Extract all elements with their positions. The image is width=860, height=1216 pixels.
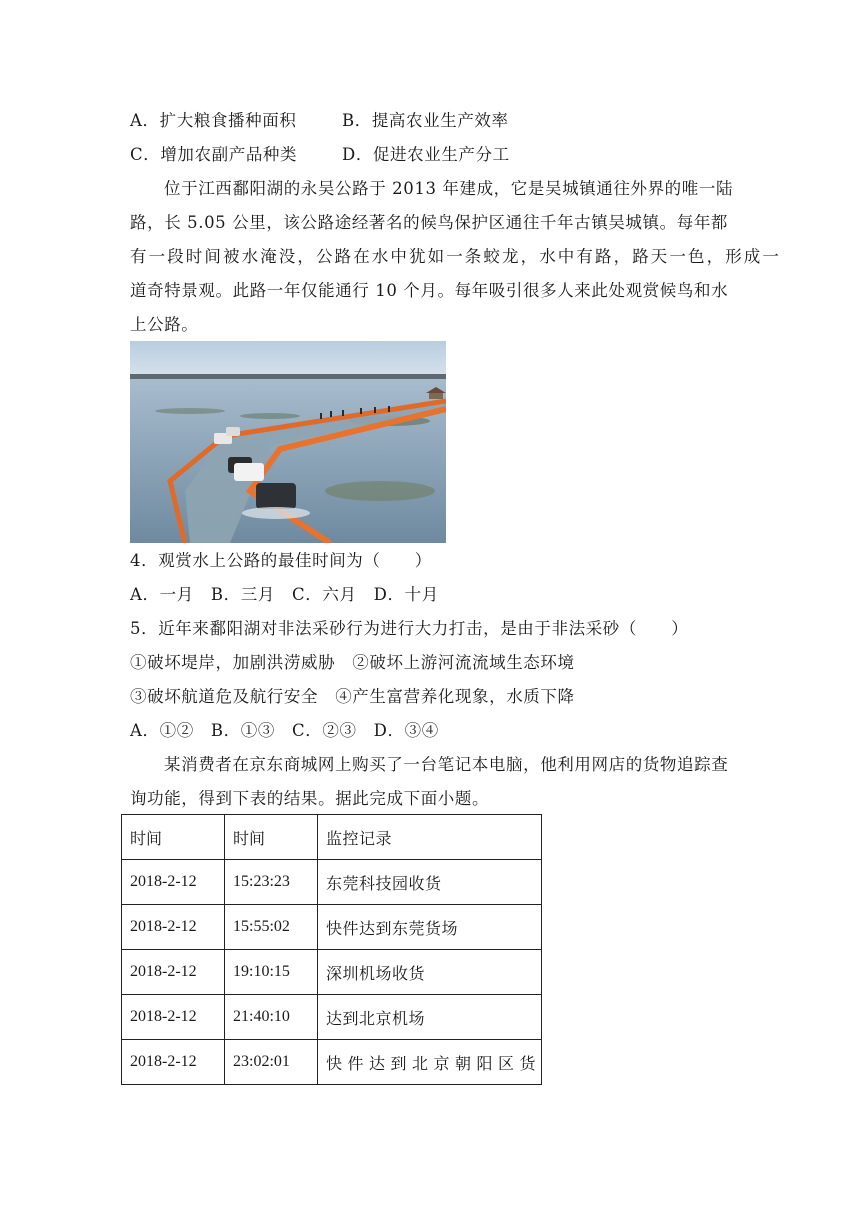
cell-time: 19:10:15 [225, 950, 318, 995]
cell-time: 15:23:23 [225, 860, 318, 905]
q4-options: A．一月 B．三月 C．六月 D．十月 [130, 585, 439, 604]
q3-option-b: B．提高农业生产效率 [342, 111, 509, 130]
cell-record: 快件达到东莞货场 [318, 905, 542, 950]
q4-stem: 4．观赏水上公路的最佳时间为（ ） [130, 551, 432, 570]
cell-record: 东莞科技园收货 [318, 860, 542, 905]
cell-date: 2018-2-12 [122, 1040, 225, 1085]
passage2-line-1: 某消费者在京东商城网上购买了一台笔记本电脑，他利用网店的货物追踪查 [164, 755, 729, 774]
q5-items-2: ③破坏航道危及航行安全 ④产生富营养化现象，水质下降 [130, 687, 575, 706]
cell-date: 2018-2-12 [122, 950, 225, 995]
table-row [122, 860, 542, 905]
table-row [122, 995, 542, 1040]
q3-options-row-2 [130, 144, 510, 166]
table-header-row [122, 815, 542, 860]
table-row [122, 950, 542, 995]
q3-options-row-1 [130, 110, 509, 132]
passage-line-2: 路，长 5.05 公里，该公路途经著名的候鸟保护区通往千年古镇吴城镇。每年都 [130, 213, 729, 232]
passage-line-5: 上公路。 [130, 315, 199, 334]
water-road-photo [130, 341, 446, 543]
passage-line-1: 位于江西鄱阳湖的永吴公路于 2013 年建成，它是吴城镇通往外界的唯一陆 [164, 179, 734, 198]
cell-time: 21:40:10 [225, 995, 318, 1040]
header-record: 监控记录 [318, 815, 542, 860]
q3-option-d: D．促进农业生产分工 [342, 145, 510, 164]
passage-line-4: 道奇特景观。此路一年仅能通行 10 个月。每年吸引很多人来此处观赏候鸟和水 [130, 281, 729, 300]
q5-items-1: ①破坏堤岸，加剧洪涝威胁 ②破坏上游河流流域生态环境 [130, 653, 575, 672]
q3-option-c: C．增加农副产品种类 [130, 145, 298, 164]
cell-record: 达到北京机场 [318, 995, 542, 1040]
cell-date: 2018-2-12 [122, 995, 225, 1040]
cell-time: 15:55:02 [225, 905, 318, 950]
tracking-table [121, 814, 542, 1085]
passage2-line-2: 询功能，得到下表的结果。据此完成下面小题。 [130, 789, 490, 808]
cell-date: 2018-2-12 [122, 860, 225, 905]
q5-options: A．①② B．①③ C．②③ D．③④ [130, 721, 439, 740]
header-date: 时间 [122, 815, 225, 860]
cell-time: 23:02:01 [225, 1040, 318, 1085]
table-row [122, 1040, 542, 1085]
cell-record: 快件达到北京朝阳区货 [318, 1040, 542, 1085]
table-row [122, 905, 542, 950]
q3-option-a: A．扩大粮食播种面积 [130, 111, 297, 130]
cell-record: 深圳机场收货 [318, 950, 542, 995]
water-road-illustration [130, 341, 446, 543]
q5-stem: 5．近年来鄱阳湖对非法采砂行为进行大力打击，是由于非法采砂（ ） [130, 619, 689, 638]
cell-date: 2018-2-12 [122, 905, 225, 950]
passage-line-3: 有一段时间被水淹没，公路在水中犹如一条蛟龙，水中有路，路天一色，形成一 [130, 247, 781, 266]
header-time: 时间 [225, 815, 318, 860]
